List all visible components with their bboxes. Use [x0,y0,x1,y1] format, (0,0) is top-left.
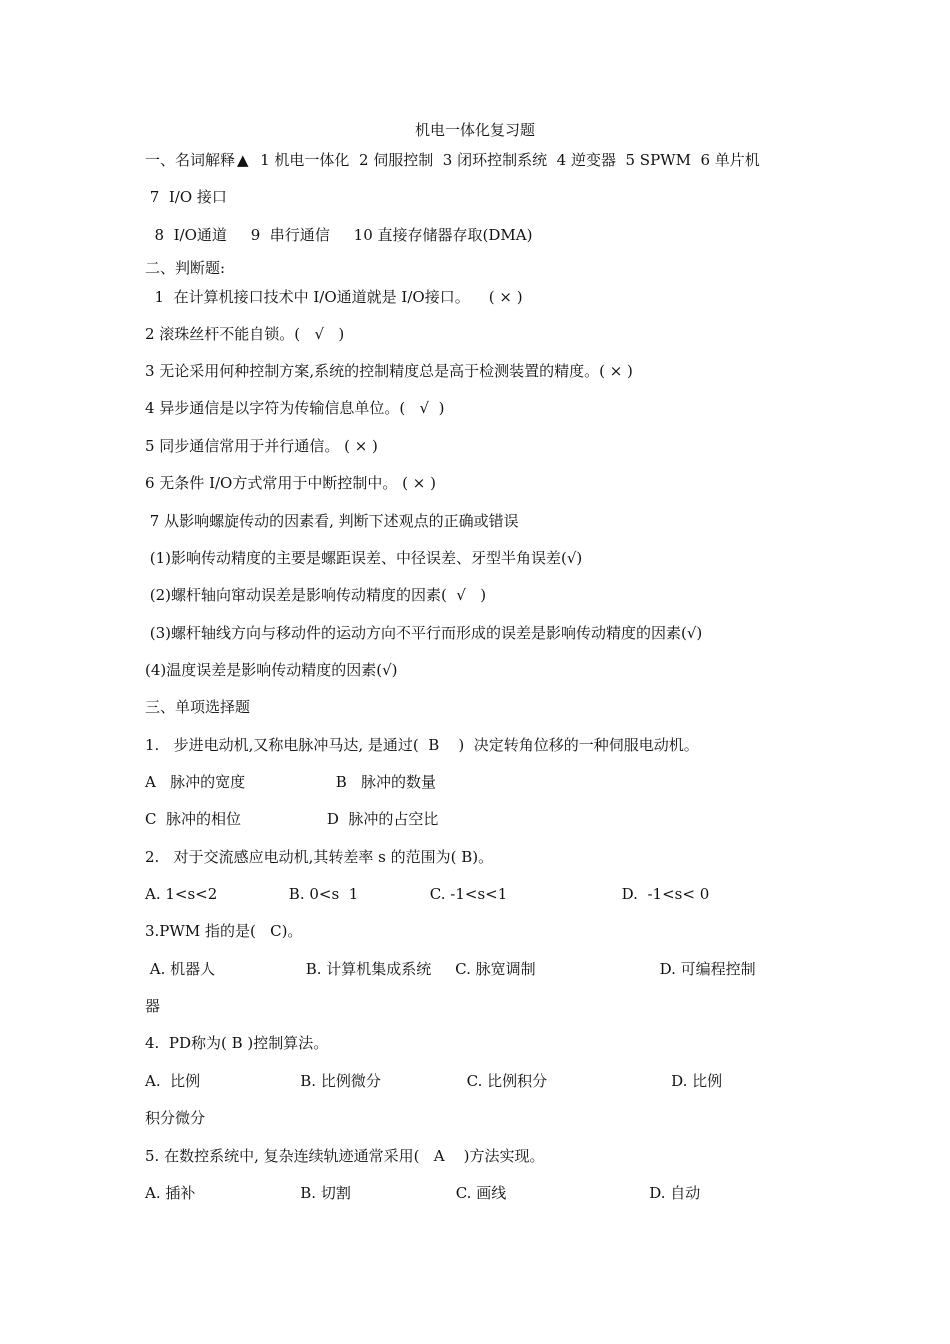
choice-line: 2. 对于交流感应电动机,其转差率 s 的范围为( B)。 [145,848,494,866]
choice-line: C 脉冲的相位 D 脉冲的占空比 [145,810,439,828]
judgment-item: (1)影响传动精度的主要是螺距误差、中径误差、牙型半角误差(√) [145,549,583,567]
section3-heading: 三、单项选择题 [145,698,251,716]
judgment-item: (2)螺杆轴向窜动误差是影响传动精度的因素( √ ) [145,586,487,604]
judgment-item: 1 在计算机接口技术中 I/O通道就是 I/O接口。 ( × ) [145,288,523,306]
choice-line: 5. 在数控系统中, 复杂连续轨迹通常采用( A )方法实现。 [145,1147,545,1165]
judgment-item: 3 无论采用何种控制方案,系统的控制精度总是高于检测装置的精度。( × ) [145,362,633,380]
choice-line: A. 机器人 B. 计算机集成系统 C. 脉宽调制 D. 可编程控制 [145,960,756,978]
judgment-item: 5 同步通信常用于并行通信。 ( × ) [145,437,378,455]
choice-line: 4. PD称为( B )控制算法。 [145,1034,329,1052]
judgment-item: 4 异步通信是以字符为传输信息单位。( √ ) [145,399,445,417]
section2-heading: 二、判断题: [145,259,226,277]
section1-terms-1: 1 机电一体化 2 伺服控制 3 闭环控制系统 4 逆变器 5 SPWM 6 单片机 [250,151,760,169]
judgment-item: (3)螺杆轴线方向与移动件的运动方向不平行而形成的误差是影响传动精度的因素(√) [145,624,703,642]
choice-line: 器 [145,997,161,1015]
judgment-item: 6 无条件 I/O方式常用于中断控制中。 ( × ) [145,474,436,492]
section1-heading: 一、名词解释 [145,151,236,169]
choice-line: A 脉冲的宽度 B 脉冲的数量 [145,773,437,791]
triangle-mark-icon: ▲ [237,151,249,169]
section1-terms-2: 7 I/O 接口 [145,188,227,206]
section1-line [145,150,760,170]
judgment-item: 7 从影响螺旋传动的因素看, 判断下述观点的正确或错误 [145,512,519,530]
choice-line: 3.PWM 指的是( C)。 [145,922,303,940]
choice-line: 积分微分 [145,1109,206,1127]
choice-line: A. 1<s<2 B. 0<s 1 C. -1<s<1 D. -1<s< 0 [145,885,710,903]
document-title: 机电一体化复习题 [414,121,535,139]
judgment-item: 2 滚珠丝杆不能自锁。( √ ) [145,325,345,343]
section1-terms-3: 8 I/O通道 9 串行通信 10 直接存储器存取(DMA) [145,226,533,244]
choice-line: A. 插补 B. 切割 C. 画线 D. 自动 [145,1184,701,1202]
choice-line: A. 比例 B. 比例微分 C. 比例积分 D. 比例 [145,1072,723,1090]
judgment-item: (4)温度误差是影响传动精度的因素(√) [145,661,398,679]
choice-line: 1. 步进电动机,又称电脉冲马达, 是通过( B ) 决定转角位移的一种伺服电动机。 [145,736,699,754]
